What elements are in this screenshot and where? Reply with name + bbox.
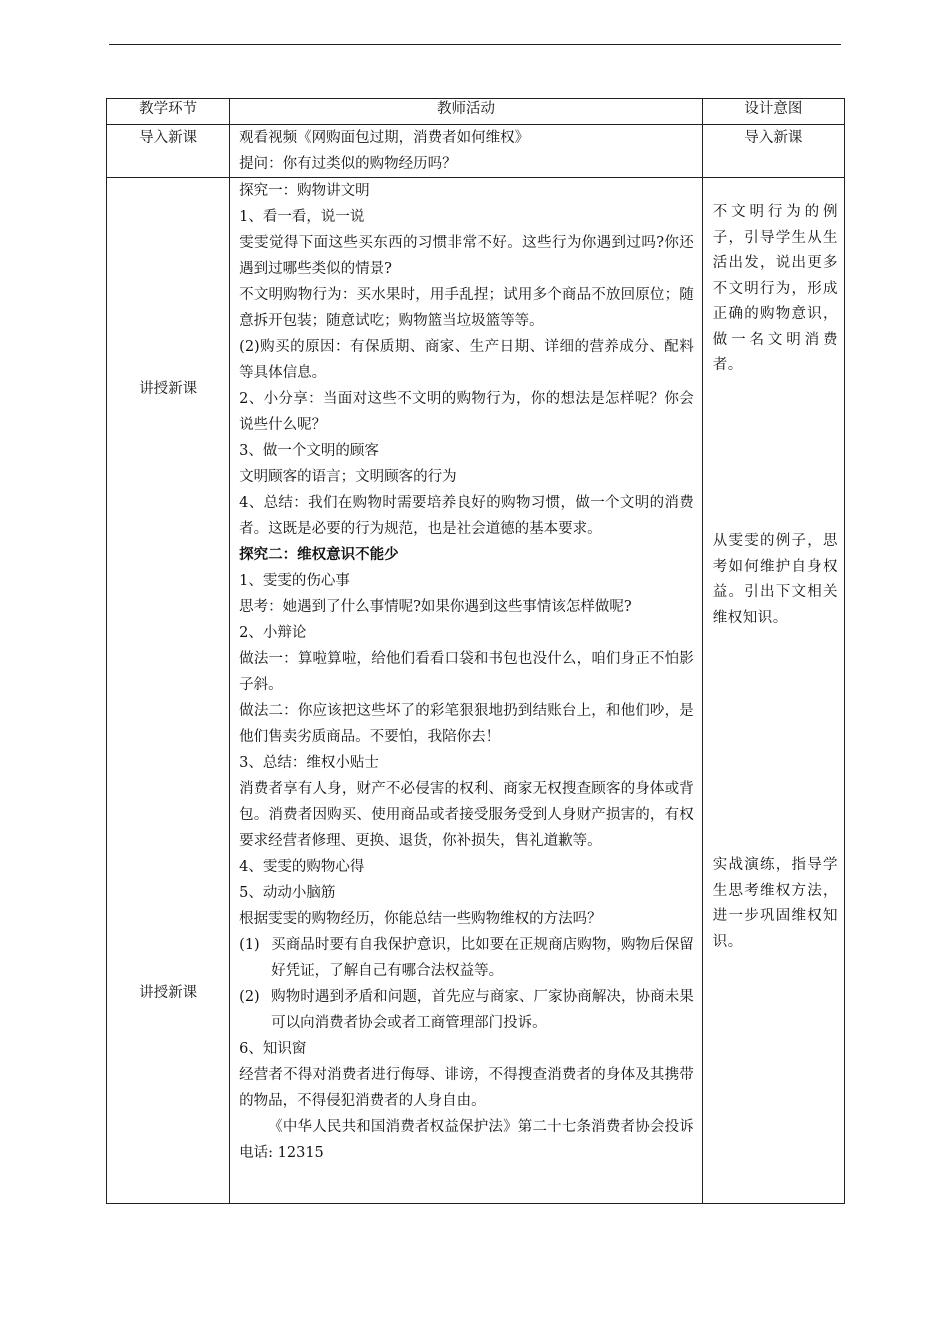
intent-note: 不文明行为的例子，引导学生从生活出发，说出更多不文明行为，形成正确的购物意识，做一名文明消费者。 [712, 204, 838, 373]
list-number: (1) [239, 937, 260, 953]
list-item [239, 932, 694, 984]
intro-stage: 导入新课 [107, 125, 230, 178]
activity-paragraph: 做法一：算啦算啦，给他们看看口袋和书包也没什么，咱们身正不怕影子斜。 [239, 651, 694, 693]
table-header-row [107, 99, 845, 125]
list-number: (2) [239, 989, 260, 1005]
header-rule [109, 44, 841, 45]
activity-paragraph: 雯雯觉得下面这些买东西的习惯非常不好。这些行为你遇到过吗?你还遇到过哪些类似的情景? [239, 235, 694, 277]
activity-paragraph: 4、雯雯的购物心得 [239, 859, 365, 875]
header-stage: 教学环节 [107, 99, 230, 125]
main-activity-cell [230, 178, 703, 1204]
intro-activity-line: 提问：你有过类似的购物经历吗？ [239, 156, 457, 172]
list-text: 购物时遇到矛盾和问题，首先应与商家、厂家协商解决，协商未果可以向消费者协会或者工商管理部门投诉。 [271, 989, 694, 1031]
activity-paragraph: 5、动动小脑筋 [239, 885, 336, 901]
stage-label: 讲授新课 [139, 985, 198, 1001]
main-stage-cell [107, 178, 230, 1204]
intro-intent: 导入新课 [702, 125, 844, 178]
activity-paragraph: 6、知识窗 [239, 1041, 307, 1057]
stage-label: 讲授新课 [139, 381, 198, 397]
activity-paragraph: 不文明购物行为：买水果时，用手乱捏；试用多个商品不放回原位；随意拆开包装；随意试吃；购物篮当垃圾篮等等。 [239, 287, 694, 329]
activity-paragraph: (2)购买的原因：有保质期、商家、生产日期、详细的营养成分、配料等具体信息。 [239, 339, 694, 381]
list-item [239, 984, 694, 1036]
activity-paragraph: 消费者享有人身，财产不必侵害的权利、商家无权搜查顾客的身体或背包。消费者因购买、使用商品或者接受服务受到人身财产损害的，有权要求经营者修理、更换、退货，你补损失，售礼道歉等。 [239, 781, 694, 849]
main-intent-cell [702, 178, 844, 1204]
intent-note: 从雯雯的例子，思考如何维护自身权益。引出下文相关维权知识。 [712, 533, 838, 626]
activity-paragraph: 4、总结：我们在购物时需要培养良好的购物习惯，做一个文明的消费者。这既是必要的行为规范，也是社会道德的基本要求。 [239, 495, 694, 537]
activity-paragraph: 3、做一个文明的顾客 [239, 443, 379, 459]
lesson-plan-table [106, 98, 845, 1204]
activity-paragraph: 探究一：购物讲文明 [239, 183, 370, 199]
activity-paragraph: 1、看一看，说一说 [239, 209, 365, 225]
list-text: 买商品时要有自我保护意识，比如要在正规商店购物，购物后保留好凭证，了解自己有哪合法权益等。 [271, 937, 694, 979]
intro-row [107, 125, 845, 178]
header-intent: 设计意图 [702, 99, 844, 125]
intro-activity [230, 125, 703, 178]
activity-paragraph: 思考：她遇到了什么事情呢?如果你遇到这些事情该怎样做呢? [239, 599, 632, 615]
activity-paragraph: 经营者不得对消费者进行侮辱、诽谤，不得搜查消费者的身体及其携带的物品，不得侵犯消费者的人身自由。 [239, 1067, 694, 1109]
main-row [107, 178, 845, 1204]
activity-paragraph: 2、小辩论 [239, 625, 307, 641]
activity-paragraph: 2、小分享：当面对这些不文明的购物行为，你的想法是怎样呢？你会说些什么呢？ [239, 391, 694, 433]
section-heading: 探究二：维权意识不能少 [239, 546, 399, 563]
activity-paragraph: 文明顾客的语言；文明顾客的行为 [239, 469, 457, 485]
header-activity: 教师活动 [230, 99, 703, 125]
activity-paragraph: 《中华人民共和国消费者权益保护法》第二十七条消费者协会投诉电话: 12315 [239, 1119, 694, 1161]
activity-paragraph: 1、雯雯的伤心事 [239, 573, 350, 589]
activity-paragraph: 做法二：你应该把这些坏了的彩笔狠狠地扔到结账台上，和他们吵，是他们售卖劣质商品。不要怕，我陪你去！ [239, 703, 694, 745]
intro-activity-line: 观看视频《网购面包过期，消费者如何维权》 [239, 130, 530, 146]
intent-note: 实战演练，指导学生思考维权方法，进一步巩固维权知识。 [712, 857, 838, 950]
activity-paragraph: 3、总结：维权小贴士 [239, 755, 379, 771]
activity-paragraph: 根据雯雯的购物经历，你能总结一些购物维权的方法吗？ [239, 911, 602, 927]
